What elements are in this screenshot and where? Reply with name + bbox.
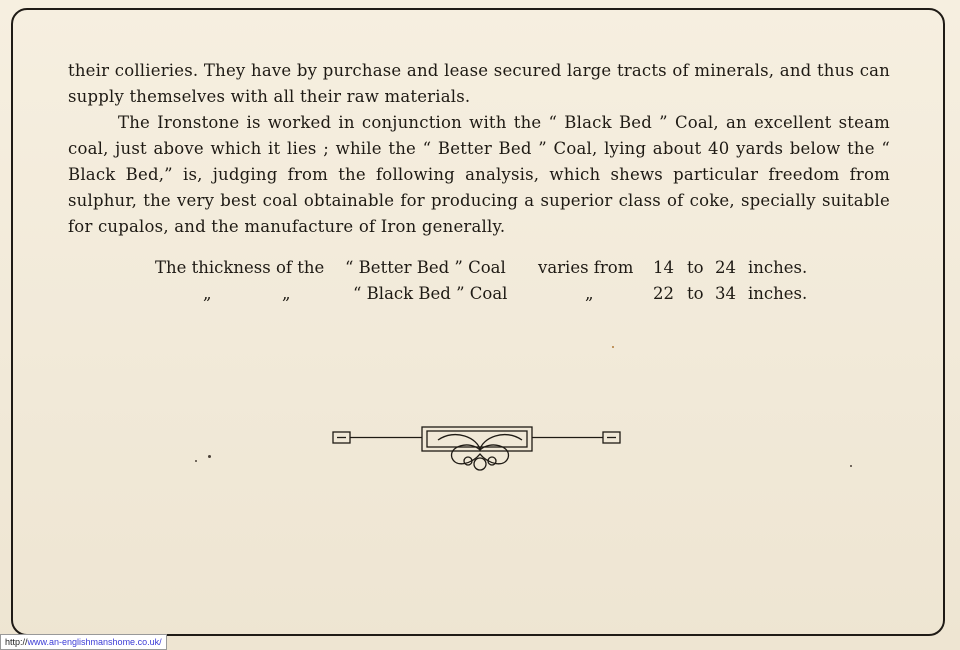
- ditto-mark: „: [203, 284, 212, 303]
- unit-label: inches.: [748, 284, 808, 303]
- to-word: to: [687, 284, 704, 303]
- paper-speck: [612, 346, 614, 348]
- to-word: to: [687, 258, 704, 277]
- paragraph-ironstone: The Ironstone is worked in conjunction with the “ Black Bed ” Coal, an excellent steam coal, just above which it lies ; while the “ Better Bed ” Coal, lying about 40 yards below the “ Black Bed,” is, judging from the following analysis, which shews particular freedom from sulphur, the very best coal obtainable for producing a superior class of coke, specially suitable for cupalos, and the manufacture of Iron generally.: [68, 113, 890, 236]
- unit-label: inches.: [748, 258, 808, 277]
- row-prefix: The thickness of the: [155, 258, 325, 277]
- source-url[interactable]: [0, 634, 167, 650]
- paper-speck: [208, 455, 211, 458]
- ditto-mark: „: [585, 284, 594, 303]
- body-text: [68, 58, 890, 240]
- seam-name: “ Better Bed ” Coal: [345, 258, 506, 277]
- thickness-to: 24: [715, 258, 736, 277]
- paper-speck: [195, 460, 197, 462]
- url-link[interactable]: www.an-englishmanshome.co.uk/: [27, 637, 162, 647]
- url-prefix: http://: [5, 637, 28, 647]
- paper-speck: [850, 465, 852, 467]
- paragraph-collieries: their collieries. They have by purchase and lease secured large tracts of minerals, and thus can supply themselves with all their raw materials.: [68, 61, 890, 106]
- decorative-ornament: [330, 420, 630, 480]
- ditto-mark: „: [282, 284, 291, 303]
- thickness-from: 22: [653, 284, 674, 303]
- seam-name: “ Black Bed ” Coal: [353, 284, 508, 303]
- thickness-to: 34: [715, 284, 736, 303]
- thickness-from: 14: [653, 258, 674, 277]
- row-verb: varies from: [538, 258, 634, 277]
